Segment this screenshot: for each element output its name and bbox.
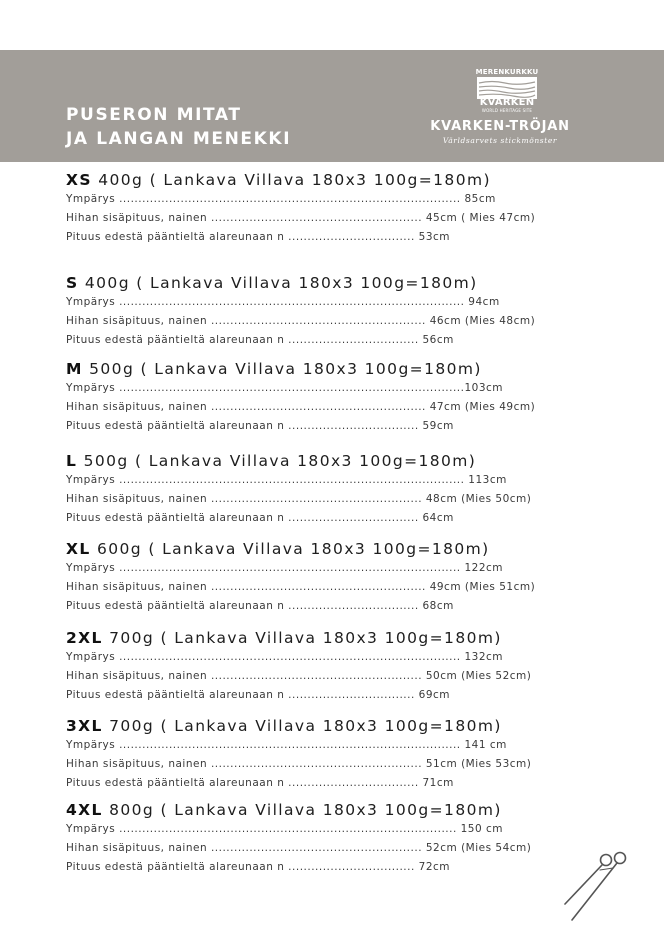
size-code: S	[66, 274, 79, 292]
measure-chest: Ympärys ..........................................................................................103cm	[66, 382, 504, 394]
size-heading	[66, 170, 596, 190]
measure-chest: Ympärys ......................................................................................... 132cm	[66, 651, 504, 663]
measure-length: Pituus edestä pääntieltä alareunaan n .................................. 59cm	[66, 419, 454, 432]
size-heading	[66, 716, 596, 736]
measure-length: Pituus edestä pääntieltä alareunaan n .................................. 71cm	[66, 776, 454, 789]
measure-chest: Ympärys ......................................................................................... 85cm	[66, 193, 496, 205]
measure-chest: Ympärys ......................................................................................... 141 cm	[66, 739, 507, 751]
yarn-amount: 500g ( Lankava Villava 180x3 100g=180m)	[82, 360, 482, 378]
logo-wordmark: KVARKEN	[479, 97, 535, 108]
measure-length: Pituus edestä pääntieltä alareunaan n ................................. 69cm	[66, 688, 451, 701]
size-code: M	[66, 360, 83, 378]
yarn-amount: 600g ( Lankava Villava 180x3 100g=180m)	[90, 540, 490, 558]
measure-sleeve: Hihan sisäpituus, nainen ........................................................ 47cm (Mies 49cm)	[66, 400, 536, 413]
brand-name: KVARKEN-TRÖJAN	[430, 119, 570, 134]
measure-length: Pituus edestä pääntieltä alareunaan n .................................. 64cm	[66, 511, 454, 524]
measure-sleeve: Hihan sisäpituus, nainen ....................................................... 51cm (Mies 53cm)	[66, 757, 532, 770]
size-heading	[66, 273, 596, 293]
header-banner	[0, 50, 664, 162]
yarn-amount: 700g ( Lankava Villava 180x3 100g=180m)	[102, 717, 502, 735]
measure-length: Pituus edestä pääntieltä alareunaan n ................................. 53cm	[66, 230, 451, 243]
measure-sleeve: Hihan sisäpituus, nainen ........................................................ 46cm (Mies 48cm)	[66, 314, 536, 327]
measure-sleeve: Hihan sisäpituus, nainen ....................................................... 50cm (Mies 52cm)	[66, 669, 532, 682]
size-code: XS	[66, 171, 92, 189]
size-code: XL	[66, 540, 91, 558]
size-code: 4XL	[66, 801, 103, 819]
yarn-amount: 400g ( Lankava Villava 180x3 100g=180m)	[78, 274, 478, 292]
measure-chest: Ympärys .......................................................................................... 94cm	[66, 296, 500, 308]
size-heading	[66, 359, 596, 379]
size-heading	[66, 800, 596, 820]
landscape-logo-icon	[477, 77, 537, 99]
size-block-4xl	[66, 800, 596, 876]
yarn-amount: 400g ( Lankava Villava 180x3 100g=180m)	[91, 171, 491, 189]
page-title-line-2: JA LANGAN MENEKKI	[66, 129, 292, 149]
size-heading	[66, 451, 596, 471]
yarn-amount: 500g ( Lankava Villava 180x3 100g=180m)	[77, 452, 477, 470]
size-block-m	[66, 359, 596, 435]
page-title-line-1: PUSERON MITAT	[66, 105, 242, 125]
yarn-amount: 800g ( Lankava Villava 180x3 100g=180m)	[102, 801, 502, 819]
scissors-icon	[560, 848, 630, 926]
size-block-s	[66, 273, 596, 349]
brand-tagline: Världsarvets stickmönster	[442, 136, 558, 145]
measure-sleeve: Hihan sisäpituus, nainen ....................................................... 45cm ( Mies 47cm)	[66, 211, 536, 224]
yarn-amount: 700g ( Lankava Villava 180x3 100g=180m)	[102, 629, 502, 647]
size-code: 2XL	[66, 629, 103, 647]
size-block-xl	[66, 539, 596, 615]
logo-top-text: MERENKURKKU	[475, 68, 539, 76]
logo-subtext: WORLD HERITAGE SITE	[481, 108, 533, 113]
size-block-2xl	[66, 628, 596, 704]
measure-length: Pituus edestä pääntieltä alareunaan n ................................. 72cm	[66, 860, 451, 873]
measure-sleeve: Hihan sisäpituus, nainen ....................................................... 48cm (Mies 50cm)	[66, 492, 532, 505]
size-block-xs	[66, 170, 596, 246]
measure-chest: Ympärys ........................................................................................ 150 cm	[66, 823, 504, 835]
measure-chest: Ympärys ......................................................................................... 122cm	[66, 562, 504, 574]
size-heading	[66, 628, 596, 648]
kvarken-logo	[475, 68, 539, 116]
measure-sleeve: Hihan sisäpituus, nainen ........................................................ 49cm (Mies 51cm)	[66, 580, 536, 593]
size-code: L	[66, 452, 78, 470]
size-code: 3XL	[66, 717, 103, 735]
size-block-3xl	[66, 716, 596, 792]
measure-length: Pituus edestä pääntieltä alareunaan n .................................. 68cm	[66, 599, 454, 612]
measure-sleeve: Hihan sisäpituus, nainen ....................................................... 52cm (Mies 54cm)	[66, 841, 532, 854]
measure-length: Pituus edestä pääntieltä alareunaan n .................................. 56cm	[66, 333, 454, 346]
size-block-l	[66, 451, 596, 527]
measure-chest: Ympärys .......................................................................................... 113cm	[66, 474, 507, 486]
size-heading	[66, 539, 596, 559]
page-title	[66, 103, 291, 151]
